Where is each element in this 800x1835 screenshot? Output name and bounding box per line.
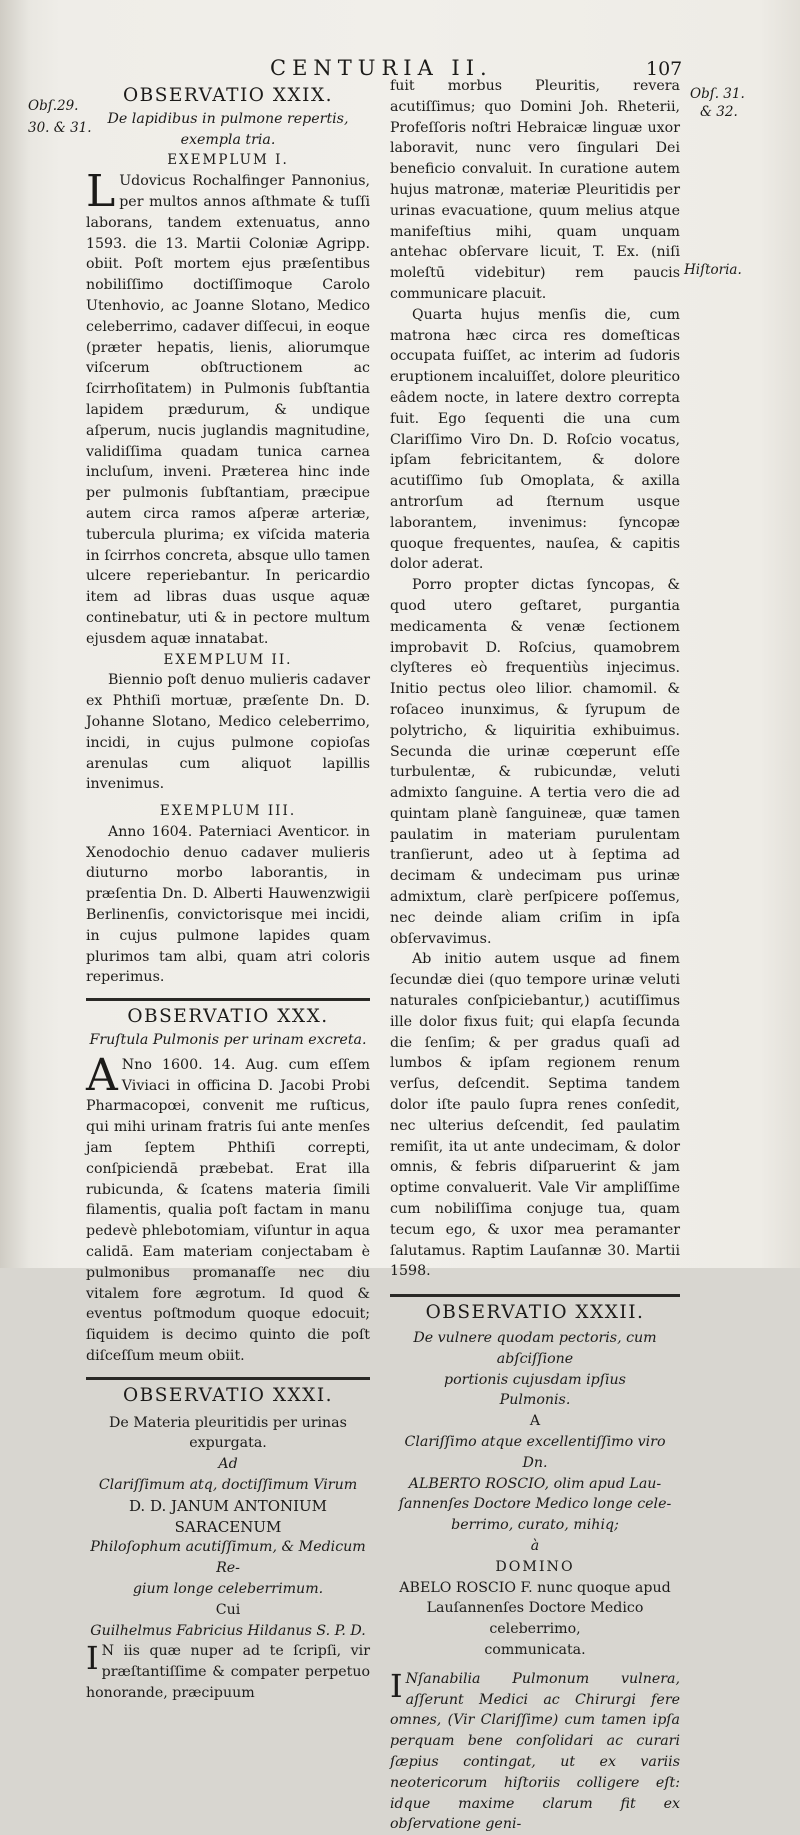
obs29-subtitle: De lapidibus in pulmone repertis, exempla tria. [107,110,349,148]
obs29-example2-heading: EXEMPLUM II. [163,651,293,668]
margin-note-obs31: Obſ. 31. [690,86,745,102]
obs32-a: A [529,1413,541,1430]
obs32-a2: à [530,1537,540,1554]
obs31-address-line3: Philoſophum acutiſſimum, & Medicum Re- [90,1539,366,1577]
obs32-address-line5: ABELO ROSCIO F. nunc quoque apud Lauſannenſes Doctore Medico celeberrimo, [399,1579,671,1638]
obs31-subtitle-line2: expurgata. [189,1435,267,1452]
section-divider [86,1377,370,1380]
obs31-cui: Cui [215,1601,241,1618]
obs32-text [390,1666,680,1835]
obs32-address-line1: Clariſſimo atque excellentiſſimo viro Dn. [404,1434,666,1471]
margin-note-obs29: Obſ.29. [28,98,79,114]
obs31-ad: Ad [218,1456,238,1473]
obs29-example1-heading: EXEMPLUM I. [167,152,289,169]
obs29-title: OBSERVATIO XXIX. [122,85,334,106]
obs31-subtitle-line1: De Materia pleuritidis per urinas [109,1414,347,1431]
obs32-subtitle-line3: Pulmonis. [499,1392,571,1409]
obs31-address-line1: Clariſſimum atq, doctiſſimum Virum [98,1477,358,1493]
margin-note-obs30-31: 30. & 31. [28,120,92,136]
paragraph-text: Nſanabilia Pulmonum vulnera, aſſerunt Medici ac Chirurgi fere omnes, (Vir Clariſſime) cum tamen ipſa perquam bene conſolidari ac curari ſæpius contingat, ut ex variis neotericorum hiſtoriis colligere eſt: idque maxime clarum fit ex obſervatione geni- [390,1670,680,1833]
obs32-address-line6: communicata. [484,1641,586,1658]
obs30-text [86,1049,370,1367]
obs31-title: OBSERVATIO XXXI. [122,1384,334,1406]
obs32-address-line3: ſannenſes Doctore Medico longe cele- [398,1496,672,1513]
obs31-address-line2: D. D. JANUM ANTONIUM SARACENUM [128,1496,328,1536]
obs31-continuation-2: Quarta hujus menſis die, cum matrona hæc circa res domeſticas occupata fuiſſet, ac interim ad ſudoris eruptionem incaluiſſet, dolore pleuritico eâdem nocte, in latere dextro correpta fuit. Ego ſequenti die una cum Clariſſimo Viro Dn. D. Roſcio vocatus, ipſam febricitantem, & dolore acutiſſimo ſub Omoplata, & axilla antrorſum ad ſternum usque laborantem, invenimus: ſyncopæ quoque frequentes, nauſea, & capitis dolor aderat. [390,306,680,573]
margin-note-obs32: & 32. [700,104,738,120]
obs29-example1-text [86,166,370,649]
page-number: 107 [646,58,683,80]
obs29-example2-text: Biennio poſt denuo mulieris cadaver ex Phthiſi mortuæ, præſente Dn. D. Johanne Slotano, Medico celeberrimo, incidi, in cujus pulmone copioſas arenulas cum aliquot lapillis invenimus. [86,672,370,793]
obs30-title: OBSERVATIO XXX. [127,1006,329,1028]
obs31-from: Guilhelmus Fabricius Hildanus S. P. D. [90,1622,366,1639]
obs29-example3-text: Anno 1604. Paterniaci Aventicor. in Xenodochio denuo cadaver mulieris diuturno morbo laborantis, in præſentia Dn. D. Alberti Hauwenzwigii Berlinenſis, convictorisque mei incidi, in cujus pulmone lapides quam plurimos tam albi, quam atri coloris reperimus. [86,823,370,986]
obs32-title: OBSERVATIO XXXII. [425,1302,645,1324]
obs31-text [86,1641,370,1703]
obs32-domino: DOMINO [495,1558,575,1575]
obs32-subtitle-line2: portionis cujusdam ipſius [444,1371,626,1388]
paragraph-text: N iis quæ nuper ad te ſcripſi, vir præſtantiſſime & compater perpetuo honorande, præcipuum [86,1643,370,1701]
obs31-continuation-4: Ab initio autem usque ad finem ſecundæ diei (quo tempore urinæ veluti naturales conſpiciebantur,) acutiſſimus ille dolor fixus fuit; qui elapſa ſecunda die ſenſim; & per gradus quaſi ad lumbos & ipſam regionem renum verſus, deſcendit. Septima tandem dolor iſte paulo ſupra renes conſedit, nec ulterius deſcendit, ſed paulatim remiſit, ita ut ante undecimam, & dolor omnis, & febris diſparuerint & jam optime convaluerit. Vale Vir ampliſſime cum nobiliſſima conjuge tua, quam tecum ego, & uxor mea peramanter ſalutamus. Raptim Lauſannæ 30. Martii 1598. [390,951,680,1280]
left-column [86,84,370,1704]
obs32-address-line4: berrimo, curato, mihiq; [451,1517,619,1534]
section-divider [390,1294,680,1297]
margin-note-historia: Hiſtoria. [684,262,742,278]
dropcap: I [86,1639,99,1678]
obs31-continuation-1: fuit morbus Pleuritis, revera acutiſſimus; quo Domini Joh. Rheterii, Profeſſoris noſtri Hebraicæ linguæ uxor laboravit, nunc vero ſingulari Dei beneficio convaluit. In curatione autem hujus matronæ, materiæ Pleuritidis per urinas evacuatione, quum melius atque manifeſtius mihi, quam unquam antehac obſervare licuit, T. Ex. (niſi moleſtū videbitur) rem paucis communicare placuit. [390,78,680,302]
paragraph-text: Nno 1600. 14. Aug. cum eſſem Viviaci in officina D. Jacobi Probi Pharmacopœi, convenit me ruſticus, qui mihi urinam fratris ſui ante menſes jam ſeptem Phthiſi correpti, conſpiciendā præbebat. Erat illa rubicunda, & ſcatens materia ſimili filamentis, qualia poſt factam in manu pedevè phlebotomiam, viſuntur in aqua calidā. Eam materiam conjectabam è pulmonibus promanaſſe nec diu vitalem fore ægrotum. Id quod & eventus poſtmodum quoque edocuit; ſiquidem is decimo quinto die poſt diſceſſum meum obiit. [86,1056,370,1365]
right-column [390,76,680,1835]
running-title: CENTURIA II. [270,56,493,80]
paragraph-text: Udovicus Rochalfinger Pannonius, per multos annos aſthmate & tuſſi laborans, tandem extenuatus, anno 1593. die 13. Martii Coloniæ Agripp. obiit. Poſt mortem ejus præſentibus nobiliſſimo doctiſſimoque Carolo Utenhovio, ac Joanne Slotano, Medico celeberrimo, cadaver diſſecui, in eoque (præter hepatis, lienis, aliorumque viſcerum obſtructionem ac ſcirrhoſitatem) in Pulmonis ſubſtantia lapidem prædurum, & undique aſperum, nucis juglandis magnitudine, validiſſima quadam tunica carnea incluſum, inveni. Præterea hinc inde per pulmonis ſubſtantiam, præcipue autem circa ramos aſperæ arteriæ, tubercula plurima; ex viſcida materia in ſcirrhos concreta, absque ullo tamen ulcere reperiebantur. In pericardio item ad libras duas usque aquæ continebatur, uti & in pectore multum ejusdem aquæ innatabat. [86,173,370,647]
obs32-subtitle-line1: De vulnere quodam pectoris, cum abſciſſione [413,1330,657,1367]
obs31-address-line4: gium longe celeberrimum. [132,1580,324,1597]
dropcap: L [86,166,116,218]
obs31-continuation-3: Porro propter dictas ſyncopas, & quod utero geſtaret, purgantia medicamenta & venæ ſectionem improbavit D. Roſcius, quamobrem clyſteres eò frequentiùs injecimus. Initio pectus oleo lilior. chamomil. & roſaceo inunximus, & ſyrupum de polytricho, & liquiritia exhibuimus. Secunda die urinæ cœperunt eſſe turbulentæ, & rubicundæ, veluti admixto ſanguine. A tertia vero die ad quintam planè ſanguineæ, quæ tamen paulatim in materiam purulentam tranſierunt, adeo ut à ſeptima ad decimam & undecimam pus urinæ admixtum, clarè perſpicere poſſemus, nec deinde aliam criſim in ipſa obſervavimus. [390,577,680,947]
obs32-address-line2: ALBERTO ROSCIO, olim apud Lau- [408,1475,662,1492]
section-divider [86,998,370,1001]
dropcap: I [390,1666,403,1705]
dropcap: A [86,1049,118,1101]
obs30-subtitle: Fruſtula Pulmonis per urinam excreta. [89,1032,367,1049]
obs29-example3-heading: EXEMPLUM III. [159,803,297,820]
